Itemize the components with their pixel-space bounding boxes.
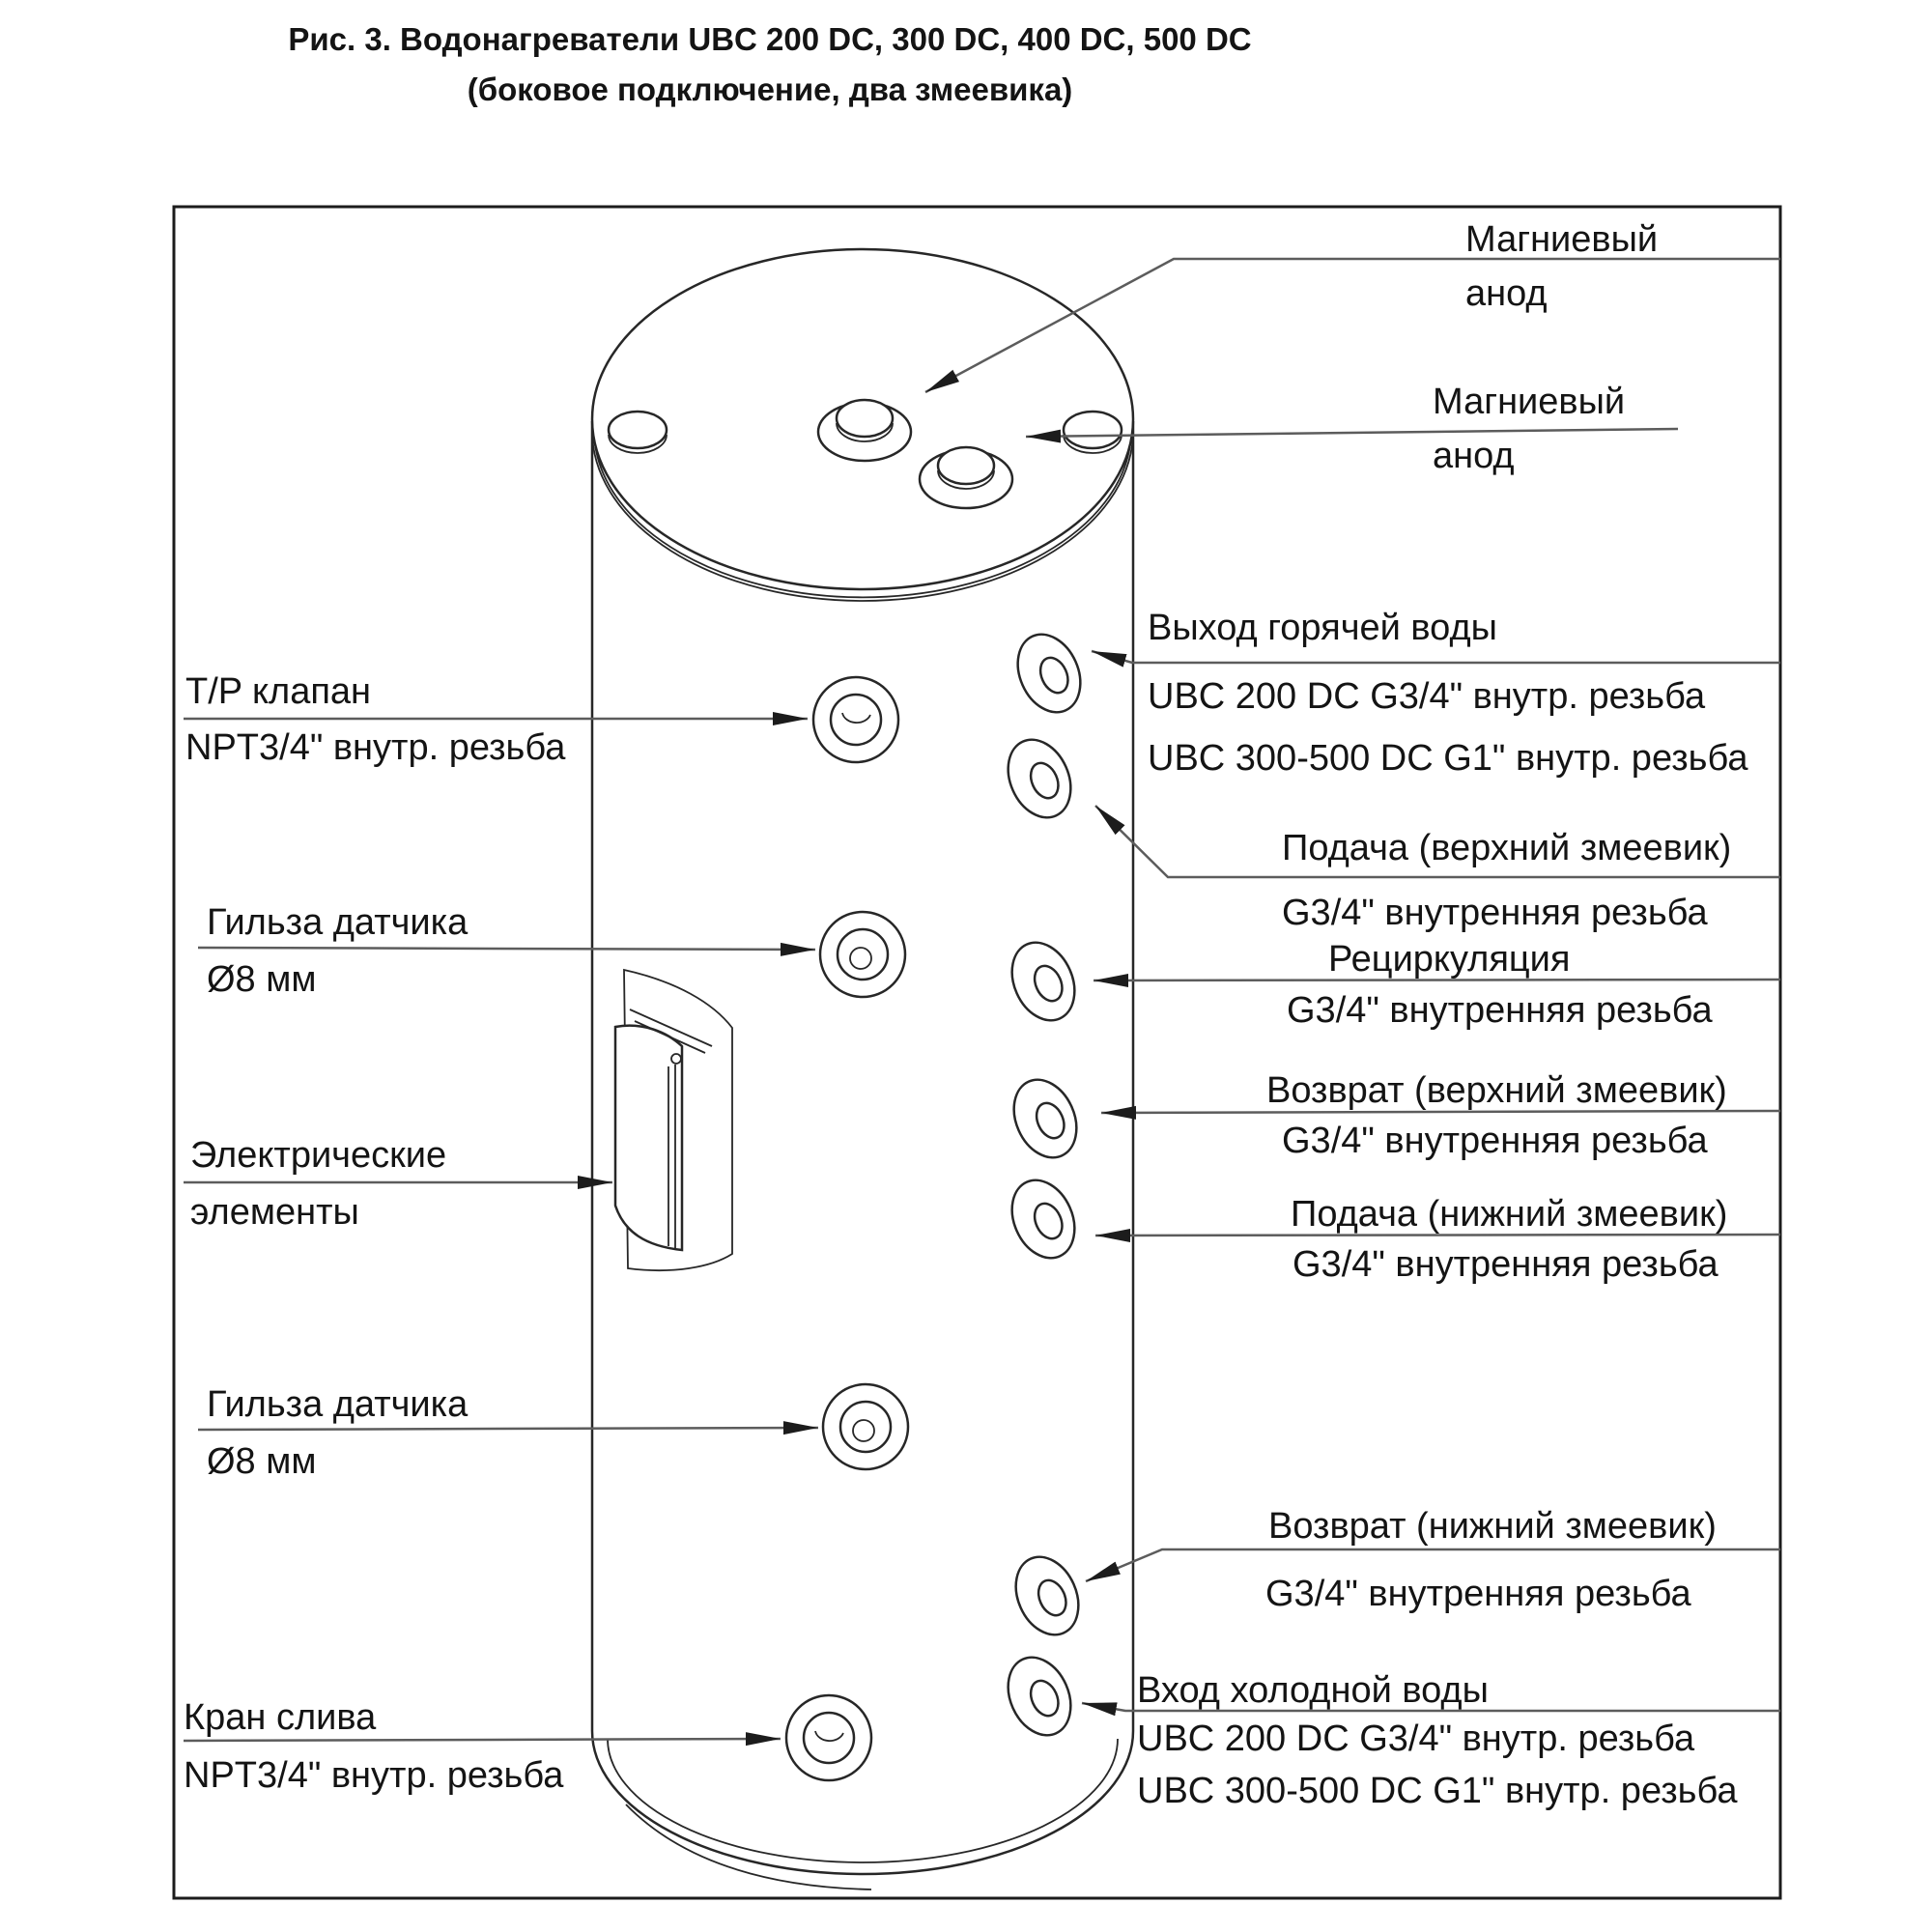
electric-elements-label-line1: Электрические	[190, 1135, 447, 1176]
drain-valve-label-spec: NPT3/4" внутр. резьба	[184, 1755, 564, 1796]
anode-1-label-line2: анод	[1465, 273, 1548, 314]
electric-elements-label-line2: элементы	[190, 1192, 359, 1233]
cold-water-label-spec1: UBC 200 DC G3/4" внутр. резьба	[1137, 1719, 1695, 1759]
sensor-upper-label-title: Гильза датчика	[207, 902, 469, 943]
supply-lower-leader	[1095, 1235, 1780, 1236]
sensor-sleeve-upper-port	[820, 912, 905, 997]
cold-water-label-spec2: UBC 300-500 DC G1" внутр. резьба	[1137, 1771, 1738, 1811]
sensor-upper-label-spec: Ø8 мм	[207, 959, 317, 1000]
supply-upper-label-spec: G3/4" внутренняя резьба	[1282, 893, 1708, 933]
electric-elements-cover	[615, 970, 732, 1270]
tp-valve-label-spec: NPT3/4" внутр. резьба	[185, 727, 566, 768]
supply-upper-label-title: Подача (верхний змеевик)	[1282, 828, 1732, 868]
anode-2-label-line2: анод	[1433, 436, 1515, 476]
hot-water-label-title: Выход горячей воды	[1148, 608, 1497, 648]
return-upper-label-spec: G3/4" внутренняя резьба	[1282, 1121, 1708, 1161]
hot-water-label-spec1: UBC 200 DC G3/4" внутр. резьба	[1148, 676, 1706, 717]
supply-upper-coil-port	[997, 729, 1083, 827]
drain-valve-leader	[184, 1739, 781, 1741]
supply-lower-label-spec: G3/4" внутренняя резьба	[1293, 1244, 1719, 1285]
hot-water-leader	[1092, 651, 1780, 663]
cold-water-inlet-port	[997, 1647, 1083, 1745]
recirculation-port	[1001, 932, 1087, 1030]
supply-lower-label-title: Подача (нижний змеевик)	[1291, 1194, 1728, 1235]
figure-title-line1: Рис. 3. Водонагреватели UBC 200 DC, 300 DC, 400 DC, 500 DC	[288, 21, 1252, 57]
sensor-lower-leader	[198, 1428, 818, 1430]
anode-1-label-line1: Магниевый	[1465, 219, 1659, 260]
return-lower-label-title: Возврат (нижний змеевик)	[1268, 1506, 1717, 1547]
drain-valve-port	[786, 1695, 871, 1780]
tp-valve-label-title: T/P клапан	[185, 671, 372, 712]
return-lower-coil-port	[1005, 1547, 1091, 1644]
sensor-sleeve-lower-port	[823, 1384, 908, 1469]
top-port-right	[1064, 412, 1122, 453]
sensor-lower-label-title: Гильза датчика	[207, 1384, 469, 1425]
anode-2-label-line1: Магниевый	[1433, 382, 1626, 422]
hot-water-label-spec2: UBC 300-500 DC G1" внутр. резьба	[1148, 738, 1748, 779]
sensor-upper-leader	[198, 948, 815, 950]
figure-title-line2: (боковое подключение, два змеевика)	[467, 71, 1073, 107]
cold-water-label-title: Вход холодной воды	[1137, 1670, 1489, 1711]
tp-valve-port	[813, 677, 898, 762]
return-upper-label-title: Возврат (верхний змеевик)	[1266, 1070, 1727, 1111]
return-upper-leader	[1101, 1111, 1780, 1113]
top-port-left	[609, 412, 667, 453]
tank-foot-ring	[626, 1804, 871, 1889]
sensor-lower-label-spec: Ø8 мм	[207, 1441, 317, 1482]
drain-valve-label-title: Кран слива	[184, 1697, 377, 1738]
return-upper-coil-port	[1003, 1069, 1089, 1167]
supply-lower-coil-port	[1001, 1170, 1087, 1267]
tank-drawing	[592, 249, 1133, 1889]
hot-water-outlet-port	[1007, 624, 1093, 722]
recirculation-label-spec: G3/4" внутренняя резьба	[1287, 990, 1713, 1031]
return-lower-label-spec: G3/4" внутренняя резьба	[1265, 1574, 1691, 1614]
recirculation-label-title: Рециркуляция	[1328, 939, 1571, 980]
